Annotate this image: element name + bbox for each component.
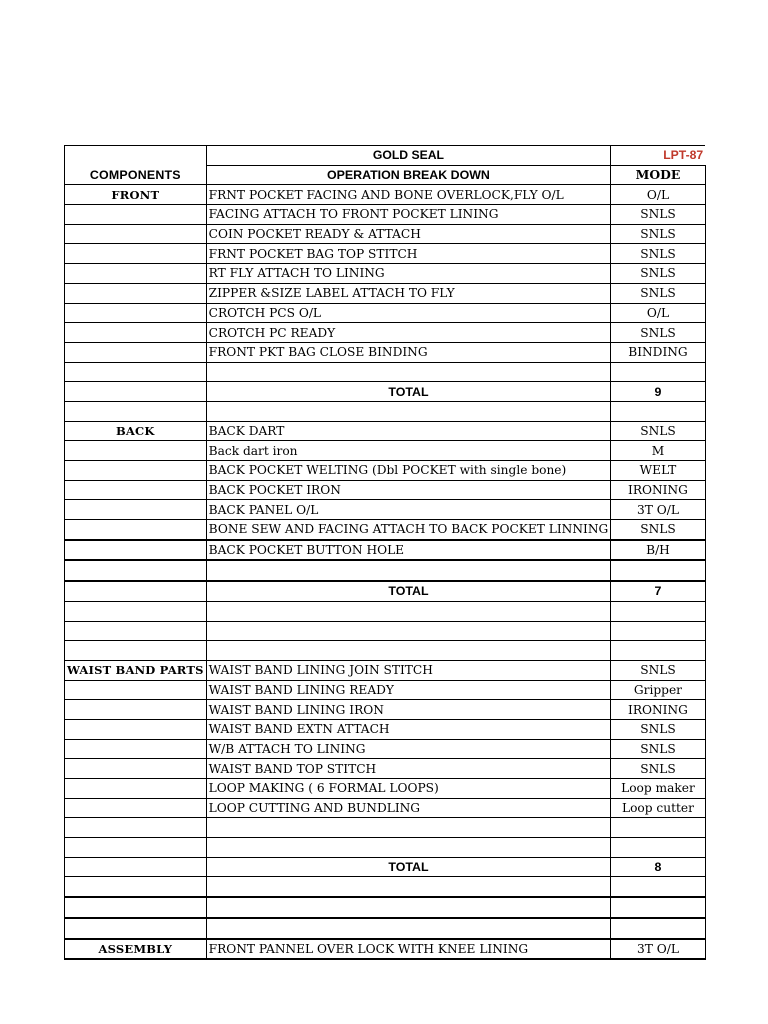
table-row: [65, 601, 706, 621]
operation-cell: CROTCH PCS O/L: [206, 303, 611, 323]
table-row: [65, 540, 706, 561]
operation-header: OPERATION BREAK DOWN: [206, 165, 611, 185]
mode-cell: 3T O/L: [611, 500, 705, 520]
component-cell: [65, 857, 207, 877]
operation-cell: BACK PANEL O/L: [206, 500, 611, 520]
component-cell: [65, 362, 207, 382]
component-cell: [65, 739, 207, 759]
brand-title: GOLD SEAL: [206, 146, 611, 166]
table-row: [65, 939, 706, 960]
mode-cell: SNLS: [611, 323, 705, 343]
table-row: [65, 560, 706, 581]
total-row: [65, 857, 706, 877]
component-cell: [65, 641, 207, 661]
component-cell: [65, 283, 207, 303]
operation-cell: [206, 877, 611, 897]
operation-cell: Back dart iron: [206, 441, 611, 461]
operation-cell: [206, 362, 611, 382]
operation-cell: TOTAL: [206, 382, 611, 402]
table-row: [65, 838, 706, 858]
component-cell: [65, 838, 207, 858]
operation-cell: BACK POCKET IRON: [206, 480, 611, 500]
component-cell: [65, 461, 207, 481]
component-cell: [65, 680, 207, 700]
table-row: [65, 401, 706, 421]
operation-cell: FRNT POCKET BAG TOP STITCH: [206, 244, 611, 264]
component-cell: [65, 897, 207, 918]
mode-cell: SNLS: [611, 224, 705, 244]
mode-cell: IRONING: [611, 480, 705, 500]
component-cell: [65, 441, 207, 461]
table-row: [65, 660, 706, 680]
component-cell: [65, 601, 207, 621]
mode-cell: SNLS: [611, 660, 705, 680]
table-row: [65, 303, 706, 323]
table-row: [65, 244, 706, 264]
table-row: [65, 918, 706, 939]
operation-cell: WAIST BAND LINING JOIN STITCH: [206, 660, 611, 680]
table-row: [65, 500, 706, 520]
component-cell: FRONT: [65, 185, 207, 205]
total-row: [65, 581, 706, 601]
operation-cell: FRNT POCKET FACING AND BONE OVERLOCK,FLY O/L: [206, 185, 611, 205]
style-code: LPT-87: [611, 146, 705, 166]
component-cell: [65, 303, 207, 323]
mode-cell: [611, 897, 705, 918]
mode-cell: [611, 401, 705, 421]
blank-cell: [65, 146, 207, 166]
operation-cell: WAIST BAND EXTN ATTACH: [206, 719, 611, 739]
mode-cell: SNLS: [611, 205, 705, 225]
column-header-row: [65, 165, 706, 185]
operation-cell: WAIST BAND LINING READY: [206, 680, 611, 700]
table-row: [65, 323, 706, 343]
operation-cell: COIN POCKET READY & ATTACH: [206, 224, 611, 244]
table-row: [65, 897, 706, 918]
mode-cell: SNLS: [611, 264, 705, 284]
operation-cell: TOTAL: [206, 581, 611, 601]
component-cell: [65, 244, 207, 264]
mode-cell: M: [611, 441, 705, 461]
mode-cell: SNLS: [611, 759, 705, 779]
mode-header: MODE: [611, 165, 705, 185]
operation-cell: BACK POCKET WELTING (Dbl POCKET with single bone): [206, 461, 611, 481]
component-cell: [65, 877, 207, 897]
operation-cell: [206, 560, 611, 581]
mode-cell: [611, 877, 705, 897]
mode-cell: 9: [611, 382, 705, 402]
mode-cell: SNLS: [611, 421, 705, 441]
brand-row: [65, 146, 706, 166]
mode-cell: Gripper: [611, 680, 705, 700]
component-cell: [65, 264, 207, 284]
component-cell: [65, 560, 207, 581]
table-row: [65, 818, 706, 838]
operation-cell: [206, 621, 611, 641]
operation-cell: FRONT PANNEL OVER LOCK WITH KNEE LINING: [206, 939, 611, 960]
mode-cell: 7: [611, 581, 705, 601]
operation-cell: TOTAL: [206, 857, 611, 877]
component-cell: [65, 779, 207, 799]
mode-cell: [611, 362, 705, 382]
operation-cell: FRONT PKT BAG CLOSE BINDING: [206, 342, 611, 362]
table-row: [65, 283, 706, 303]
table-row: [65, 621, 706, 641]
component-cell: BACK: [65, 421, 207, 441]
table-row: [65, 798, 706, 818]
component-cell: [65, 540, 207, 561]
table-row: [65, 224, 706, 244]
operation-cell: [206, 641, 611, 661]
component-cell: [65, 520, 207, 540]
operation-cell: RT FLY ATTACH TO LINING: [206, 264, 611, 284]
operation-cell: [206, 401, 611, 421]
operation-cell: [206, 897, 611, 918]
operation-cell: [206, 601, 611, 621]
component-cell: [65, 205, 207, 225]
table-row: [65, 520, 706, 540]
component-cell: ASSEMBLY: [65, 939, 207, 960]
component-cell: [65, 719, 207, 739]
mode-cell: SNLS: [611, 520, 705, 540]
component-cell: [65, 401, 207, 421]
component-cell: [65, 700, 207, 720]
mode-cell: [611, 818, 705, 838]
component-cell: [65, 382, 207, 402]
component-cell: [65, 759, 207, 779]
table-row: [65, 421, 706, 441]
mode-cell: O/L: [611, 303, 705, 323]
table-row: [65, 205, 706, 225]
operation-cell: CROTCH PC READY: [206, 323, 611, 343]
component-cell: [65, 500, 207, 520]
table-row: [65, 342, 706, 362]
operation-cell: BACK DART: [206, 421, 611, 441]
table-row: [65, 441, 706, 461]
table-row: [65, 680, 706, 700]
operation-cell: LOOP MAKING ( 6 FORMAL LOOPS): [206, 779, 611, 799]
table-row: [65, 759, 706, 779]
mode-cell: [611, 641, 705, 661]
component-cell: [65, 224, 207, 244]
table-row: [65, 185, 706, 205]
mode-cell: Loop cutter: [611, 798, 705, 818]
mode-cell: WELT: [611, 461, 705, 481]
mode-cell: [611, 601, 705, 621]
component-cell: [65, 342, 207, 362]
mode-cell: [611, 621, 705, 641]
operation-breakdown-table: [64, 145, 706, 960]
component-cell: [65, 798, 207, 818]
component-cell: [65, 323, 207, 343]
mode-cell: BINDING: [611, 342, 705, 362]
table-row: [65, 719, 706, 739]
table-row: [65, 877, 706, 897]
component-cell: [65, 918, 207, 939]
operation-cell: WAIST BAND LINING IRON: [206, 700, 611, 720]
table-row: [65, 362, 706, 382]
operation-cell: ZIPPER &SIZE LABEL ATTACH TO FLY: [206, 283, 611, 303]
mode-cell: [611, 560, 705, 581]
operation-cell: LOOP CUTTING AND BUNDLING: [206, 798, 611, 818]
operation-cell: [206, 918, 611, 939]
component-cell: [65, 818, 207, 838]
operation-cell: WAIST BAND TOP STITCH: [206, 759, 611, 779]
table-row: [65, 480, 706, 500]
total-row: [65, 382, 706, 402]
component-cell: [65, 480, 207, 500]
table-row: [65, 779, 706, 799]
table-row: [65, 461, 706, 481]
component-cell: WAIST BAND PARTS: [65, 660, 207, 680]
mode-cell: SNLS: [611, 739, 705, 759]
component-cell: [65, 621, 207, 641]
component-cell: [65, 581, 207, 601]
mode-cell: 3T O/L: [611, 939, 705, 960]
table-row: [65, 264, 706, 284]
operation-cell: FACING ATTACH TO FRONT POCKET LINING: [206, 205, 611, 225]
mode-cell: SNLS: [611, 244, 705, 264]
mode-cell: Loop maker: [611, 779, 705, 799]
operation-cell: [206, 838, 611, 858]
mode-cell: B/H: [611, 540, 705, 561]
mode-cell: IRONING: [611, 700, 705, 720]
operation-cell: W/B ATTACH TO LINING: [206, 739, 611, 759]
table-row: [65, 700, 706, 720]
mode-cell: SNLS: [611, 283, 705, 303]
mode-cell: SNLS: [611, 719, 705, 739]
mode-cell: [611, 918, 705, 939]
mode-cell: [611, 838, 705, 858]
mode-cell: O/L: [611, 185, 705, 205]
mode-cell: 8: [611, 857, 705, 877]
operation-cell: BONE SEW AND FACING ATTACH TO BACK POCKET LINNING: [206, 520, 611, 540]
table-row: [65, 739, 706, 759]
operation-cell: [206, 818, 611, 838]
table-row: [65, 641, 706, 661]
components-header: COMPONENTS: [65, 165, 207, 185]
operation-cell: BACK POCKET BUTTON HOLE: [206, 540, 611, 561]
